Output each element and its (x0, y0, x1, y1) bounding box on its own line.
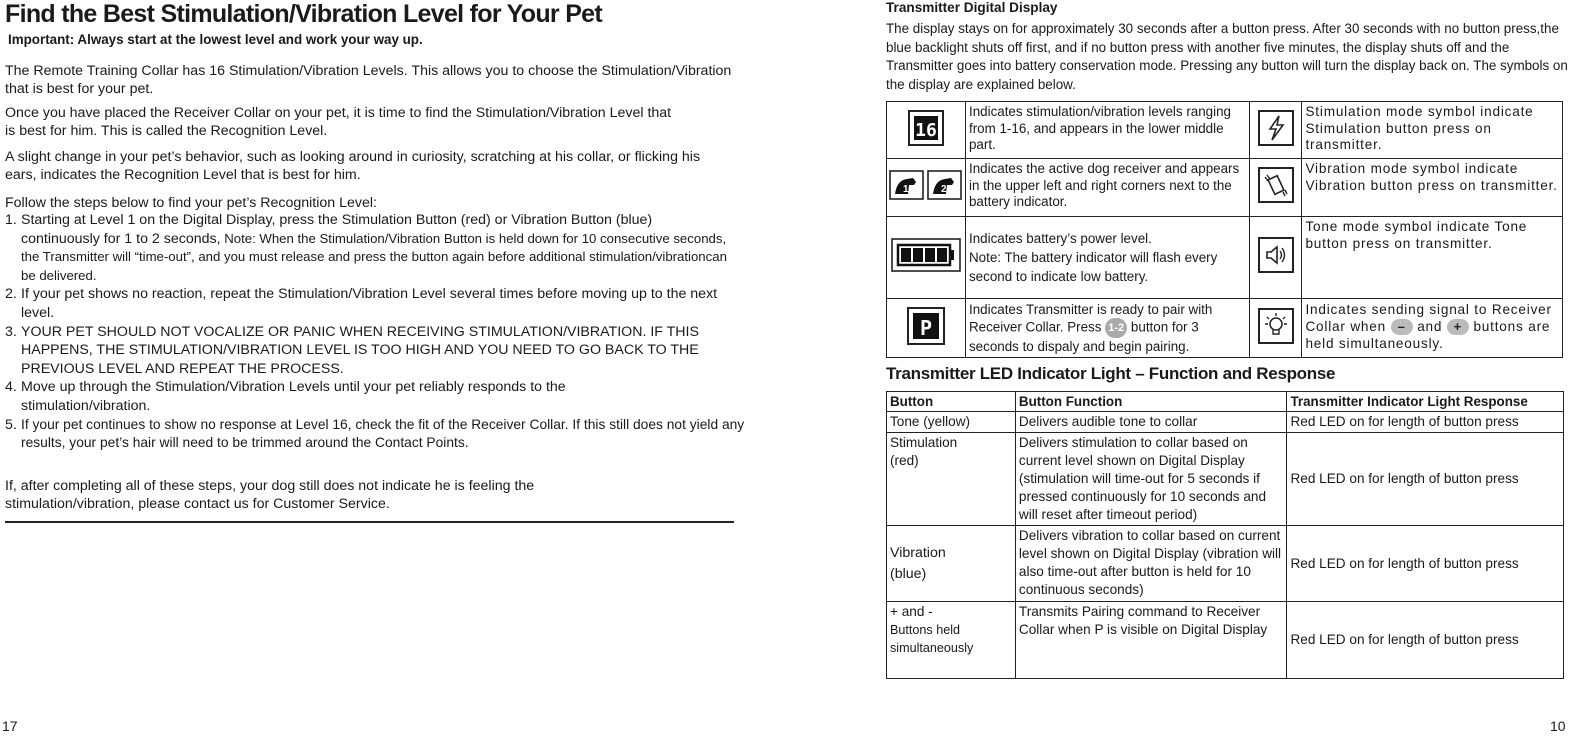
symbol-description: Indicates battery’s power level. (968, 231, 1152, 246)
dog-receivers-icon (889, 184, 963, 203)
symbol-description: Indicates sending signal to Receiver Collar when (1305, 302, 1552, 334)
level-16-icon (908, 119, 944, 149)
table-row: Vibration (blue) Delivers vibration to collar based on current level shown on Digital Display (vibration will also time-out after button is held for 10 continuous seconds) Red LED on for length of button press (887, 526, 1564, 602)
table-row: Tone (yellow) Delivers audible tone to collar Red LED on for length of button press (887, 412, 1564, 433)
vibration-icon (1258, 191, 1294, 206)
symbol-description: Tone mode symbol indicate Tone button press on transmitter. (1302, 217, 1563, 299)
symbol-description: Indicates Transmitter is ready to pair with Receiver Collar. Press (968, 302, 1213, 335)
list-item: 3. YOUR PET SHOULD NOT VOCALIZE OR PANIC WHEN RECEIVING STIMULATION/VIBRATION. IF THIS HAPPENS, THE STIMULATION/VIBRATION LEVEL IS TOO HIGH AND YOU NEED TO GO BACK TO THE PREVIOUS LEVEL AND REPEAT THE PROCESS. (5, 323, 699, 377)
battery-icon (891, 260, 961, 275)
svg-text:16: 16 (915, 119, 937, 141)
page-number-right: 10 (1550, 718, 1566, 734)
pair-p-icon (907, 315, 945, 348)
steps-list (5, 211, 745, 453)
svg-text:1: 1 (902, 184, 909, 196)
display-intro: The display stays on for approximately 30 seconds after a button press. After 30 seconds with no button press,the blue backlight shuts off first, and if no button press with another five minutes, the display shuts off and the Transmitter goes into battery conservation mode. Pressing any button will turn the display back on. The symbols on the display are explained below. (886, 21, 1568, 92)
paragraph-levels: The Remote Training Collar has 16 Stimulation/Vibration Levels. This allows you to choose the Stimulation/Vibration that is best for your pet. (5, 63, 732, 97)
led-table (886, 391, 1564, 679)
list-item: 5. If your pet continues to show no response at Level 16, check the fit of the Receiver Collar. If this still does not yield any results, your pet’s hair will need to be trimmed around the Contact Points. (5, 416, 745, 451)
table-row (887, 217, 1563, 299)
table-row: + and - Buttons held simultaneously Transmits Pairing command to Receiver Collar when P is visible on Digital Display Red LED on for length of button press (887, 602, 1564, 679)
symbol-table (886, 101, 1563, 358)
column-header: Button (887, 392, 1016, 412)
symbol-description: Indicates stimulation/vibration levels ranging from 1-16, and appears in the lower middle part. (965, 102, 1250, 159)
bulb-icon (1258, 332, 1294, 347)
svg-text:P: P (919, 315, 933, 340)
section-heading-led: Transmitter LED Indicator Light – Function and Response (886, 364, 1336, 383)
speaker-icon (1258, 261, 1294, 276)
list-item: 1. Starting at Level 1 on the Digital Display, press the Stimulation Button (red) or Vibration Button (blue) continuously for 1 to 2 seconds, Note: When the Stimulation/Vibration Button is held down for 10 consecutive seconds, the Transmitter will “time-out”, and you must release and press the button again before additional stimulation/vibrationcan be delivered. (5, 212, 727, 283)
page-title: Find the Best Stimulation/Vibration Level for Your Pet (5, 0, 603, 28)
table-header-row (887, 392, 1564, 412)
table-row (887, 102, 1563, 159)
svg-text:2: 2 (940, 184, 947, 196)
divider (5, 521, 734, 523)
symbol-note: Note: The battery indicator will flash every second to indicate low battery. (968, 250, 1218, 284)
left-page (0, 0, 745, 743)
section-heading-display: Transmitter Digital Display (886, 0, 1058, 15)
symbol-description: Vibration mode symbol indicate Vibration button press on transmitter. (1302, 159, 1563, 217)
symbol-description: Indicates the active dog receiver and appears in the upper left and right corners next to the battery indicator. (965, 159, 1250, 217)
column-header: Transmitter Indicator Light Response (1287, 392, 1564, 412)
column-header: Button Function (1015, 392, 1287, 412)
table-row (887, 159, 1563, 217)
paragraph-recognition: Once you have placed the Receiver Collar on your pet, it is time to find the Stimulation/Vibration Level that is best for him. This is called the Recognition Level. (5, 105, 672, 139)
list-item: 2. If your pet shows no reaction, repeat the Stimulation/Vibration Level several times before moving up to the next level. (5, 286, 718, 321)
paragraph-customer-service: If, after completing all of these steps, your dog still does not indicate he is feeling the stimulation/vibration, please contact us for Customer Service. (5, 478, 535, 512)
list-item: 4. Move up through the Stimulation/Vibration Levels until your pet reliably responds to the stimulation/vibration. (5, 379, 566, 414)
table-row: Stimulation (red) Delivers stimulation to collar based on current level shown on Digital Display (stimulation will time-out for 5 seconds if pressed continuously for 10 seconds and will reset after timeout period) Red LED on for length of button press (887, 433, 1564, 526)
paragraph-follow: Follow the steps below to find your pet’s Recognition Level: (5, 195, 377, 211)
symbol-description: Stimulation mode symbol indicate Stimulation button press on transmitter. (1302, 102, 1563, 159)
right-page (880, 0, 1589, 743)
minus-button-icon: – (1391, 319, 1413, 335)
important-note: Important: Always start at the lowest level and work your way up. (8, 32, 423, 47)
paragraph-behavior: A slight change in your pet’s behavior, such as looking around in curiosity, scratching at his collar, or flicking his ears, indicates the Recognition Level that is best for him. (5, 149, 701, 183)
plus-button-icon: + (1447, 319, 1469, 335)
lightning-icon (1258, 134, 1294, 149)
page-number-left: 17 (2, 718, 18, 734)
pair-button-icon: 1-2 (1105, 318, 1127, 338)
table-row: P Indicates Transmitter is ready to pair with Receiver Collar. Press 1-2 button for 3 seconds to dispaly and begin pairing. Indicates sending signal to Receiver Collar when – and + buttons are held simultaneously. (887, 299, 1563, 358)
